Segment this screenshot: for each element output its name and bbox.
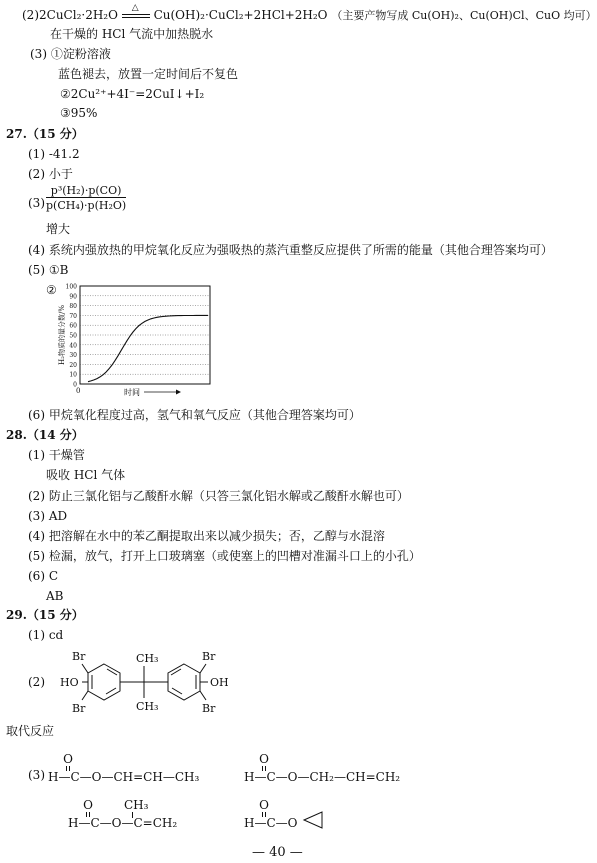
y-tick-label: 90 xyxy=(69,293,77,301)
reactant: (2)2CuCl₂·2H₂O xyxy=(22,8,118,22)
fraction-denominator: p(CH₄)·p(H₂O) xyxy=(46,199,127,212)
hydroxyl-left: HO xyxy=(60,676,79,689)
isomer1-carbonyl-o: O xyxy=(63,752,73,766)
q29-heading: 29.（15 分） xyxy=(6,608,84,622)
q27-part6: (6) 甲烷氧化程度过高，氢气和氧气反应（其他合理答案均可） xyxy=(28,408,361,422)
x-tick-label: 0 xyxy=(76,387,81,395)
q28-part2: (2) 防止三氯化铝与乙酸酐水解（只答三氯化铝水解或乙酸酐水解也可） xyxy=(28,489,409,503)
y-tick-label: 60 xyxy=(69,322,77,330)
q27-part3-label: (3) xyxy=(28,196,45,210)
hydroxyl-right: OH xyxy=(210,676,229,689)
isomer4-carbonyl-o: O xyxy=(259,798,269,812)
isomer3-formula: H—C—O—C=CH₂ xyxy=(68,816,178,830)
y-tick-label: 0 xyxy=(73,381,77,389)
y-tick-label: 80 xyxy=(69,303,77,311)
q29-part1: (1) cd xyxy=(28,628,64,642)
br-top-left: Br xyxy=(72,650,86,663)
isomer3-methyl: CH₃ xyxy=(124,798,149,812)
h2-fraction-time-graph xyxy=(58,280,228,400)
q28-part3: (3) AD xyxy=(28,509,68,523)
q26-part3-2: ②2Cu²⁺+4I⁻=2CuI↓+I₂ xyxy=(60,87,205,101)
fraction-numerator: p³(H₂)·p(CO) xyxy=(46,184,126,198)
q29-part3: (3) xyxy=(28,768,45,782)
isomer2-carbonyl-o: O xyxy=(259,752,269,766)
y-tick-label: 50 xyxy=(69,332,77,340)
q28-part1-purpose: 吸收 HCl 气体 xyxy=(46,468,126,482)
q27-part3-trend: 增大 xyxy=(46,222,71,236)
isomer2-formula: H—C—O—CH₂—CH=CH₂ xyxy=(244,770,401,784)
methyl-top: CH₃ xyxy=(136,652,159,665)
br-top-right: Br xyxy=(202,650,216,663)
q26-part2-condition: 在干燥的 HCl 气流中加热脱水 xyxy=(50,27,214,41)
equilibrium-constant-fraction xyxy=(46,184,126,212)
q28-heading: 28.（14 分） xyxy=(6,428,84,442)
q27-part2: (2) 小于 xyxy=(28,167,73,181)
q27-part1: (1) -41.2 xyxy=(28,147,80,161)
isomer1-formula: H—C—O—CH=CH—CH₃ xyxy=(48,770,200,784)
q26-part3-3: ③95% xyxy=(60,106,98,120)
heating-equilibrium-arrow xyxy=(122,2,150,22)
q27-part4: (4) 系统内强放热的甲烷氧化反应为强吸热的蒸汽重整反应提供了所需的能量（其他合理答案均可） xyxy=(28,243,553,257)
products: Cu(OH)₂·CuCl₂+2HCl+2H₂O xyxy=(153,8,328,22)
q28-part6b: AB xyxy=(46,589,64,603)
q28-part1: (1) 干燥管 xyxy=(28,448,85,462)
isomer3-carbonyl-o: O xyxy=(83,798,93,812)
delta-symbol: △ xyxy=(131,2,139,13)
q26-part3-1: (3) ①淀粉溶液 xyxy=(30,47,111,61)
tetrabromobisphenol-a-structure xyxy=(58,636,238,724)
q28-part4: (4) 把溶解在水中的苯乙酮提取出来以减少损失；否，乙醇与水混溶 xyxy=(28,529,385,543)
cyclopropyl-ring xyxy=(302,810,326,830)
br-bottom-right: Br xyxy=(202,702,216,715)
br-bottom-left: Br xyxy=(72,702,86,715)
y-tick-label: 70 xyxy=(69,312,77,320)
q26-part2-note: （主要产物写成 Cu(OH)₂、Cu(OH)Cl、CuO 均可） xyxy=(331,9,597,22)
y-axis-label: H₂物质的量分数/% xyxy=(58,305,66,365)
x-axis-label: 时间 xyxy=(124,388,140,397)
y-tick-label: 100 xyxy=(65,283,77,291)
y-tick-label: 20 xyxy=(69,361,77,369)
q27-part5-1: (5) ①B xyxy=(28,263,69,277)
structure-bonds xyxy=(82,664,208,700)
q27-part5-2: ② xyxy=(46,283,57,297)
isomer4-formula: H—C—O xyxy=(244,816,298,830)
q29-reaction-type: 取代反应 xyxy=(6,724,55,738)
methyl-bottom: CH₃ xyxy=(136,700,159,713)
y-tick-label: 10 xyxy=(69,371,77,379)
page-number: — 40 — xyxy=(252,845,303,860)
q29-part2: (2) xyxy=(28,675,45,689)
q28-part5: (5) 检漏，放气，打开上口玻璃塞（或使塞上的凹槽对准漏斗口上的小孔） xyxy=(28,549,421,563)
y-tick-label: 30 xyxy=(69,352,77,360)
q26-part2-equation xyxy=(22,2,597,23)
q27-heading: 27.（15 分） xyxy=(6,127,84,141)
q28-part6: (6) C xyxy=(28,569,58,583)
y-tick-label: 40 xyxy=(69,342,77,350)
x-axis-arrow-head xyxy=(176,390,181,395)
q26-part3-1-observation: 蓝色褪去，放置一定时间后不复色 xyxy=(58,67,239,81)
